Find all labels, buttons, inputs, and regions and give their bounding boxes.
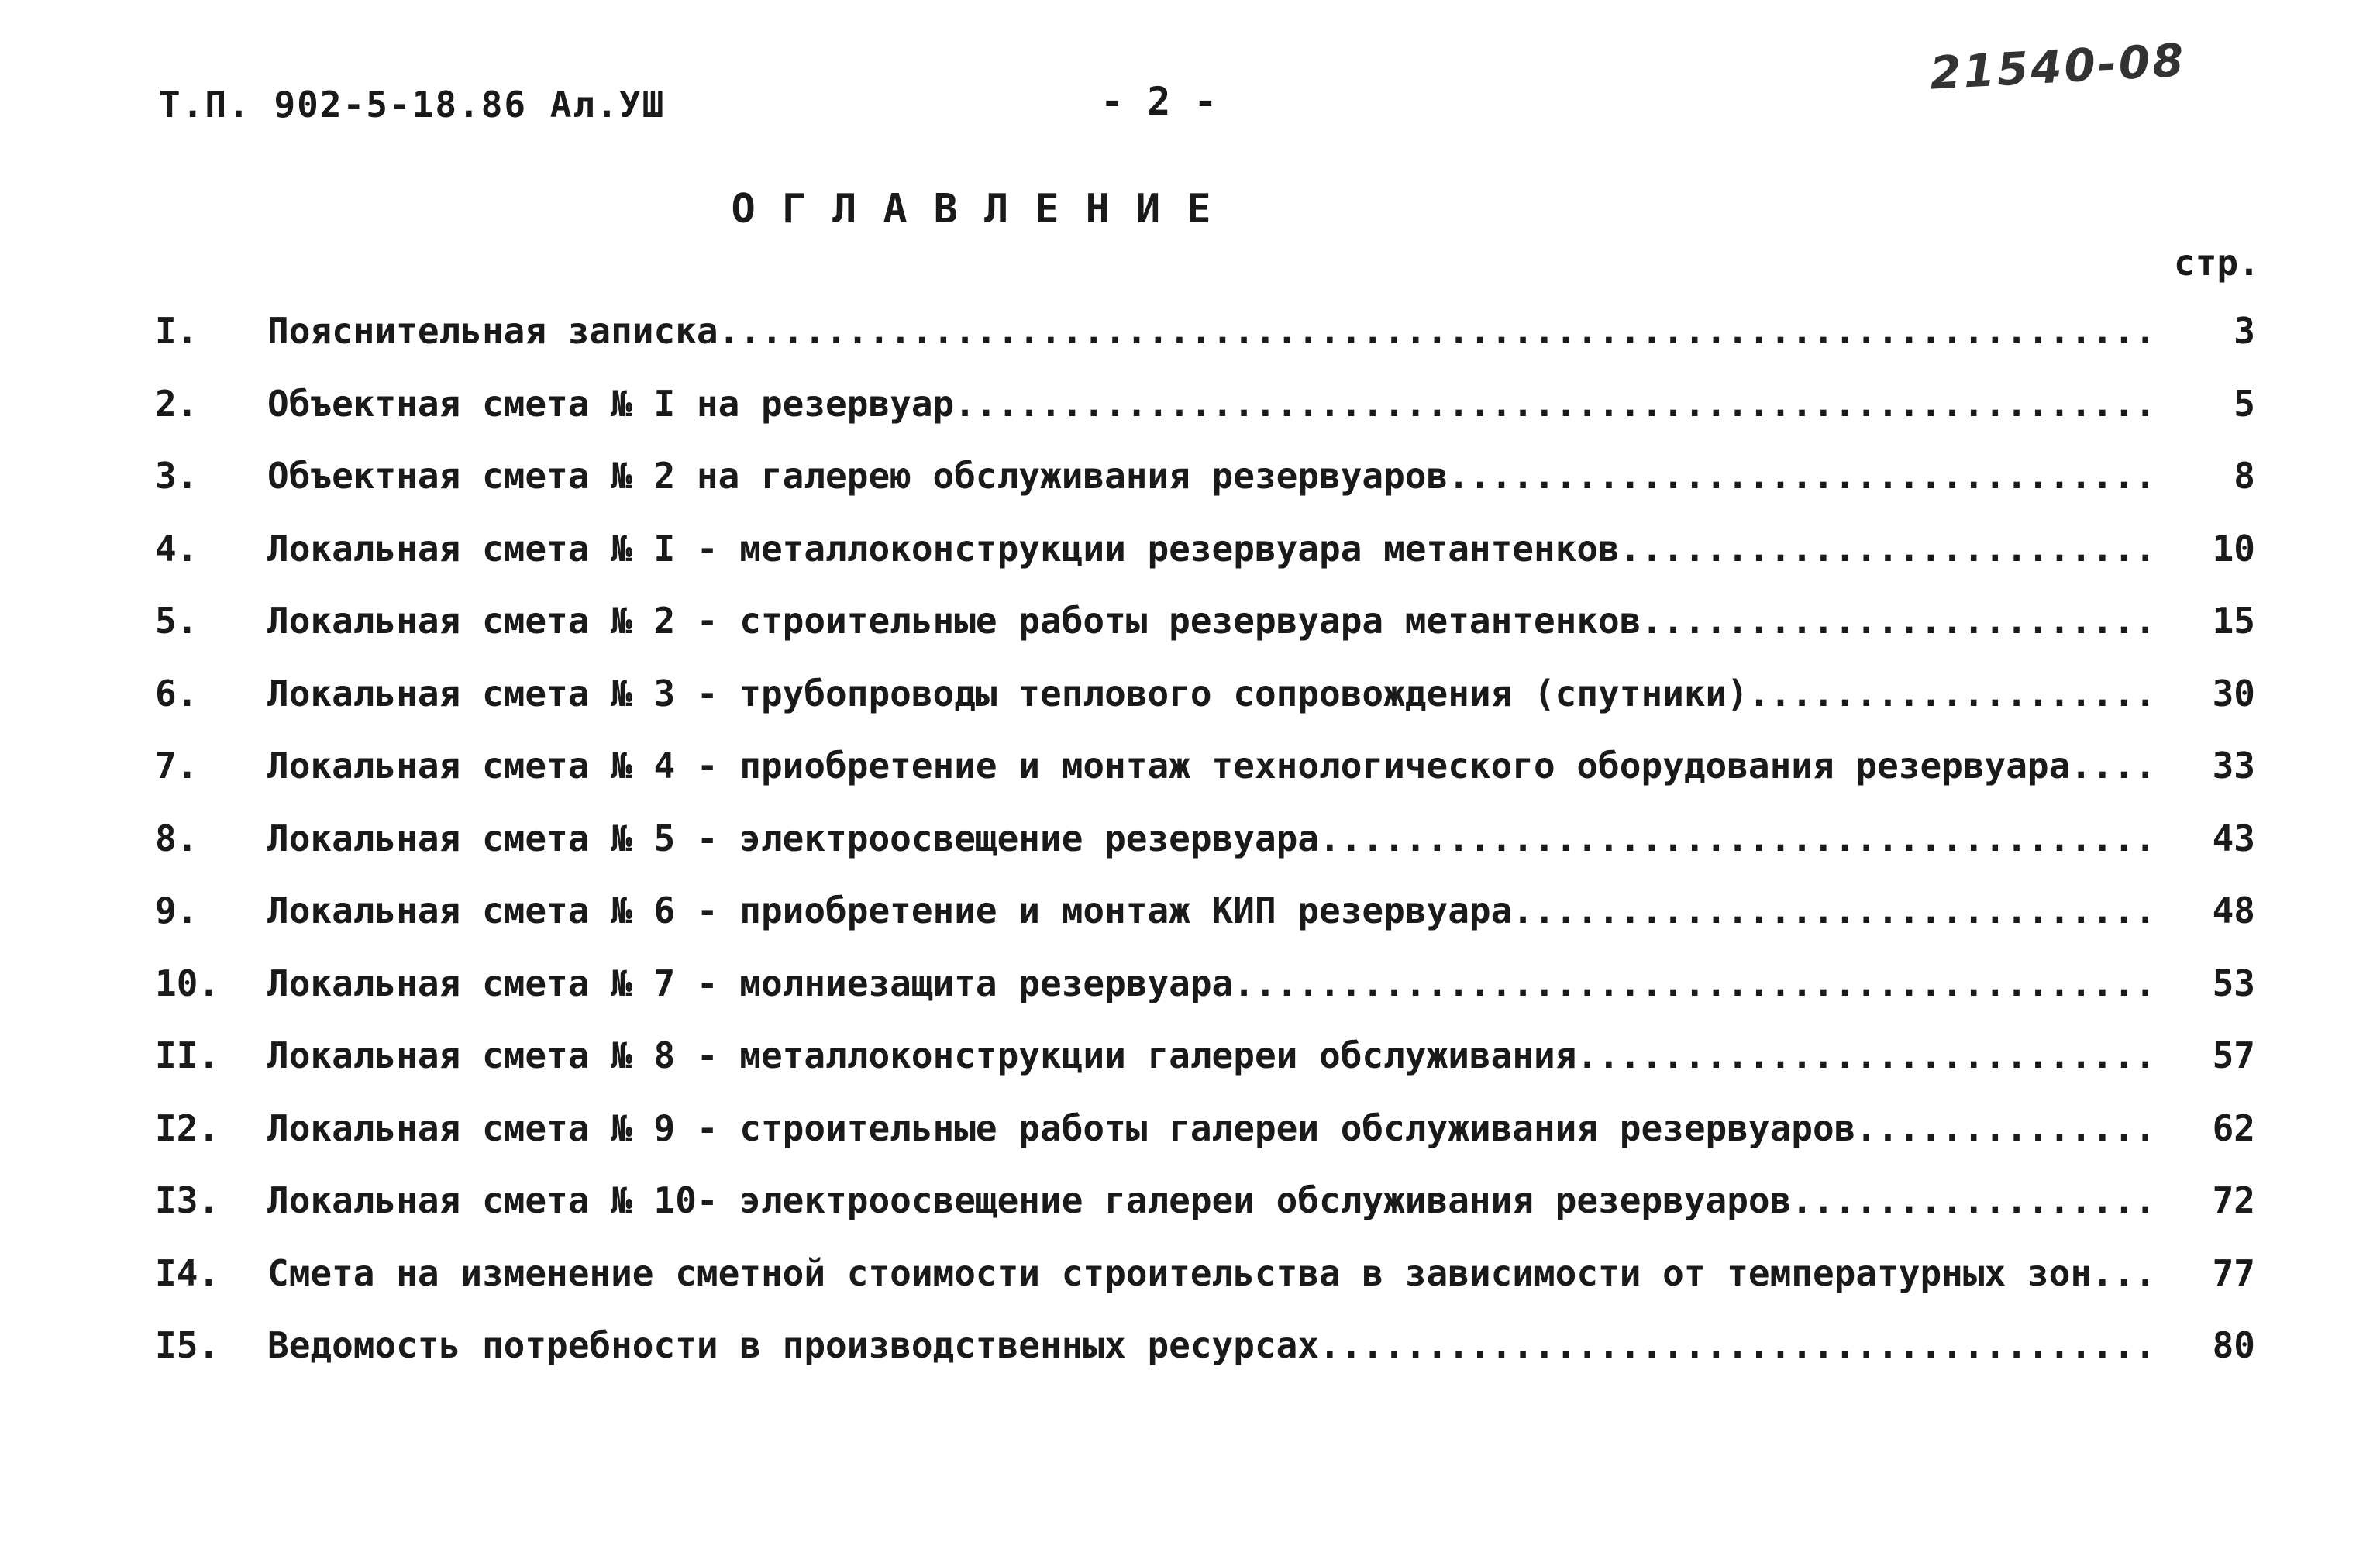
toc-item-title: Локальная смета № I - металлоконструкции резервуара метантенков .....	[267, 528, 2162, 570]
toc-item-number: I4.	[155, 1251, 220, 1294]
toc-item-page: 48	[2212, 890, 2255, 931]
toc-item-title: Объектная смета № I на резервуар .....	[267, 383, 2162, 425]
toc-item-page: 33	[2212, 745, 2255, 787]
toc-item-title: Локальная смета № 6 - приобретение и монтаж КИП резервуара .....	[267, 890, 2162, 931]
toc-item-page: 77	[2212, 1251, 2255, 1294]
toc-item	[155, 673, 2278, 745]
toc-item	[155, 818, 2278, 890]
page-column-label: стр.	[2174, 242, 2260, 284]
toc-item-page: 80	[2212, 1324, 2255, 1366]
document-code: Т.П. 902-5-18.86 Ал.УШ	[159, 84, 666, 126]
toc-item-page: 72	[2212, 1179, 2255, 1221]
toc-item-title: Локальная смета № 2 - строительные работы резервуара метантенков .....	[267, 600, 2162, 642]
toc-item-number: 5.	[155, 600, 198, 642]
toc-item	[155, 600, 2278, 673]
toc-item	[155, 1034, 2278, 1107]
page-number: - 2 -	[1100, 79, 1218, 124]
toc-item-title: Локальная смета № 8 - металлоконструкции галереи обслуживания .....	[267, 1034, 2162, 1076]
toc-item	[155, 1252, 2278, 1325]
toc-item-page: 15	[2212, 600, 2255, 642]
toc-item-page: 30	[2212, 672, 2255, 714]
toc-item-title: Локальная смета № 10- электроосвещение галереи обслуживания резервуаров .....	[267, 1179, 2162, 1221]
toc-item	[155, 1179, 2278, 1252]
toc-item-number: 2.	[155, 382, 198, 425]
toc-item-number: I3.	[155, 1179, 220, 1221]
toc-item-page: 3	[2234, 310, 2255, 352]
toc-item-title: Локальная смета № 9 - строительные работы галереи обслуживания резервуаров .....	[267, 1107, 2162, 1149]
handwritten-archive-number: 21540-08	[1928, 33, 2188, 100]
toc-item	[155, 310, 2278, 383]
toc-item-number: 10.	[155, 962, 220, 1004]
toc-item-page: 5	[2234, 382, 2255, 425]
toc-item-title: Локальная смета № 5 - электроосвещение резервуара .....	[267, 818, 2162, 859]
toc-item-number: 4.	[155, 527, 198, 570]
toc-item	[155, 745, 2278, 818]
toc-item-page: 53	[2212, 962, 2255, 1004]
toc-item-number: 9.	[155, 890, 198, 931]
toc-item-title: Пояснительная записка .....	[267, 310, 2162, 352]
toc-item-number: II.	[155, 1034, 220, 1076]
toc-item	[155, 890, 2278, 962]
toc-item	[155, 1324, 2278, 1397]
toc-item	[155, 1107, 2278, 1180]
toc-item-title: Ведомость потребности в производственных ресурсах .....	[267, 1324, 2162, 1366]
toc-item-title: Локальная смета № 4 - приобретение и монтаж технологического оборудования резервуара. .....	[267, 745, 2162, 787]
toc-item-title: Объектная смета № 2 на галерею обслуживания резервуаров .....	[267, 455, 2162, 497]
toc-item-number: 7.	[155, 745, 198, 787]
toc-item-number: I2.	[155, 1107, 220, 1149]
toc-item-title: Смета на изменение сметной стоимости строительства в зависимости от температурных зон .....	[267, 1252, 2162, 1294]
toc-item-number: 8.	[155, 817, 198, 859]
toc-item-title: Локальная смета № 7 - молниезащита резервуара .....	[267, 962, 2162, 1004]
toc-item-page: 62	[2212, 1107, 2255, 1149]
toc-item-number: I.	[155, 310, 198, 352]
toc-item-page: 8	[2234, 455, 2255, 497]
toc-item	[155, 962, 2278, 1035]
toc-item-page: 10	[2212, 527, 2255, 570]
table-of-contents	[155, 310, 2278, 1397]
toc-item-number: 6.	[155, 672, 198, 714]
toc-item	[155, 455, 2278, 528]
toc-item-title: Локальная смета № 3 - трубопроводы теплового сопровождения (спутники) .....	[267, 673, 2162, 714]
toc-item-number: I5.	[155, 1324, 220, 1366]
toc-item-number: 3.	[155, 455, 198, 497]
toc-item-page: 43	[2212, 817, 2255, 859]
toc-item	[155, 383, 2278, 456]
toc-item	[155, 528, 2278, 601]
page-title: ОГЛАВЛЕНИЕ	[731, 186, 1238, 232]
toc-item-page: 57	[2212, 1034, 2255, 1076]
